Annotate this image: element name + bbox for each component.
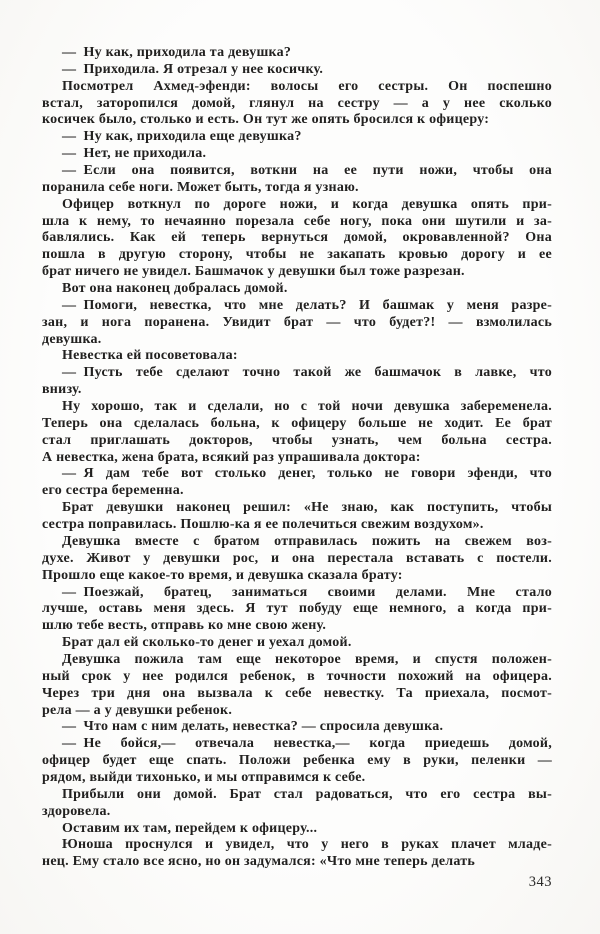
text-line: — Помоги, невестка, что мне делать? И башмак у меня разре-: [62, 297, 552, 313]
text-line: Прошло еще какое-то время, и девушка сказала брату:: [42, 567, 403, 583]
text-line: Вот она наконец добралась домой.: [62, 281, 288, 297]
text-line: Оставим их там, перейдем к офицеру...: [62, 820, 318, 836]
text-line: внизу.: [42, 382, 82, 398]
text-line: Девушка вместе с братом отправилась пожить на свежем воз-: [62, 533, 552, 549]
text-line: бавлялись. Как ей теперь вернуться домой, окровавленной? Она: [42, 230, 552, 246]
text-line: рядом, выйди тихонько, и мы отправимся к себе.: [42, 769, 366, 785]
text-line: пошла в другую сторону, чтобы не закапать кровью дорогу и ее: [42, 247, 552, 263]
text-line: ный срок у нее родился ребенок, в точности похожий на офицера.: [42, 668, 552, 684]
text-line: — Приходила. Я отрезал у нее косичку.: [62, 61, 324, 77]
text-line: А невестка, жена брата, всякий раз упрашивала доктора:: [42, 449, 421, 465]
text-line: — Что нам с ним делать, невестка? — спросила девушка.: [62, 719, 444, 735]
text-line: его сестра беременна.: [42, 483, 184, 499]
text-line: — Ну как, приходила еще девушка?: [62, 129, 302, 145]
text-line: шла к нему, то нечаянно порезала себе ногу, пока они шутили и за-: [42, 213, 552, 229]
text-line: поранила себе ноги. Может быть, тогда я узнаю.: [42, 179, 359, 195]
text-line: шлю тебе весть, отправь ко мне свою жену.: [42, 618, 327, 634]
text-line: Невестка ей посоветовала:: [62, 348, 238, 364]
text-line: стал приглашать докторов, чтобы узнать, чем больна сестра.: [42, 432, 552, 448]
text-line: Теперь она сделалась больна, к офицеру больше не ходит. Ее брат: [42, 415, 552, 431]
text-line: Брат девушки наконец решил: «Не знаю, как поступить, чтобы: [62, 500, 552, 516]
text-line: Офицер воткнул по дороге ножи, и когда девушка опять при-: [62, 196, 552, 212]
text-line: рела — а у девушки ребенок.: [42, 702, 233, 718]
text-line: Девушка пожила там еще некоторое время, и спустя положен-: [62, 651, 552, 667]
text-line: — Пусть тебе сделают точно такой же башмачок в лавке, что: [62, 365, 552, 381]
text-line: Ну хорошо, так и сделали, но с той ночи девушка забеременела.: [62, 399, 552, 415]
text-line: Брат дал ей сколько-то денег и уехал домой.: [62, 635, 352, 651]
text-line: — Если она появится, воткни на ее пути ножи, чтобы она: [62, 163, 552, 179]
text-line: здоровела.: [42, 803, 111, 819]
text-line: духе. Живот у девушки рос, и она перестала вставать с постели.: [42, 550, 552, 566]
text-line: встал, заторопился домой, глянул на сестру — а у нее сколько: [42, 95, 552, 111]
text-line: — Ну как, приходила та девушка?: [62, 45, 292, 60]
text-line: — Я дам тебе вот столько денег, только не говори эфенди, что: [62, 466, 552, 482]
text-line: офицер будет еще спать. Положи ребенка ему в руки, пеленки —: [42, 753, 552, 769]
text-line: — Нет, не приходила.: [62, 146, 207, 162]
text-block: [42, 45, 552, 871]
text-line: брат ничего не увидел. Башмачок у девушки был тоже разрезан.: [42, 264, 465, 280]
text-line: косичек было, столько и есть. Он тут же опять бросился к офицеру:: [42, 112, 490, 128]
text-line: — Поезжай, братец, заниматься своими делами. Мне стало: [62, 584, 552, 600]
text-line: Прибыли они домой. Брат стал радоваться, что его сестра вы-: [62, 786, 552, 802]
text-line: сестра поправилась. Пошлю-ка я ее полечиться свежим воздухом».: [42, 517, 484, 533]
text-line: девушка.: [42, 331, 102, 347]
page-number: 343: [528, 874, 552, 890]
text-line: Юноша проснулся и увидел, что у него в руках плачет младе-: [62, 837, 552, 853]
text-line: лучше, оставь меня здесь. Я тут побуду еще немного, а когда при-: [42, 601, 552, 617]
text-line: зан, и нога поранена. Увидит брат — что будет?! — взмолилась: [42, 314, 552, 330]
text-line: Посмотрел Ахмед-эфенди: волосы его сестры. Он поспешно: [62, 78, 552, 94]
text-line: нец. Ему стало все ясно, но он задумался: «Что мне теперь делать: [42, 854, 476, 870]
text-line: Через три дня она вызвала к себе невестку. Та приехала, посмот-: [42, 685, 552, 701]
text-line: — Не бойся,— отвечала невестка,— когда приедешь домой,: [62, 736, 552, 752]
